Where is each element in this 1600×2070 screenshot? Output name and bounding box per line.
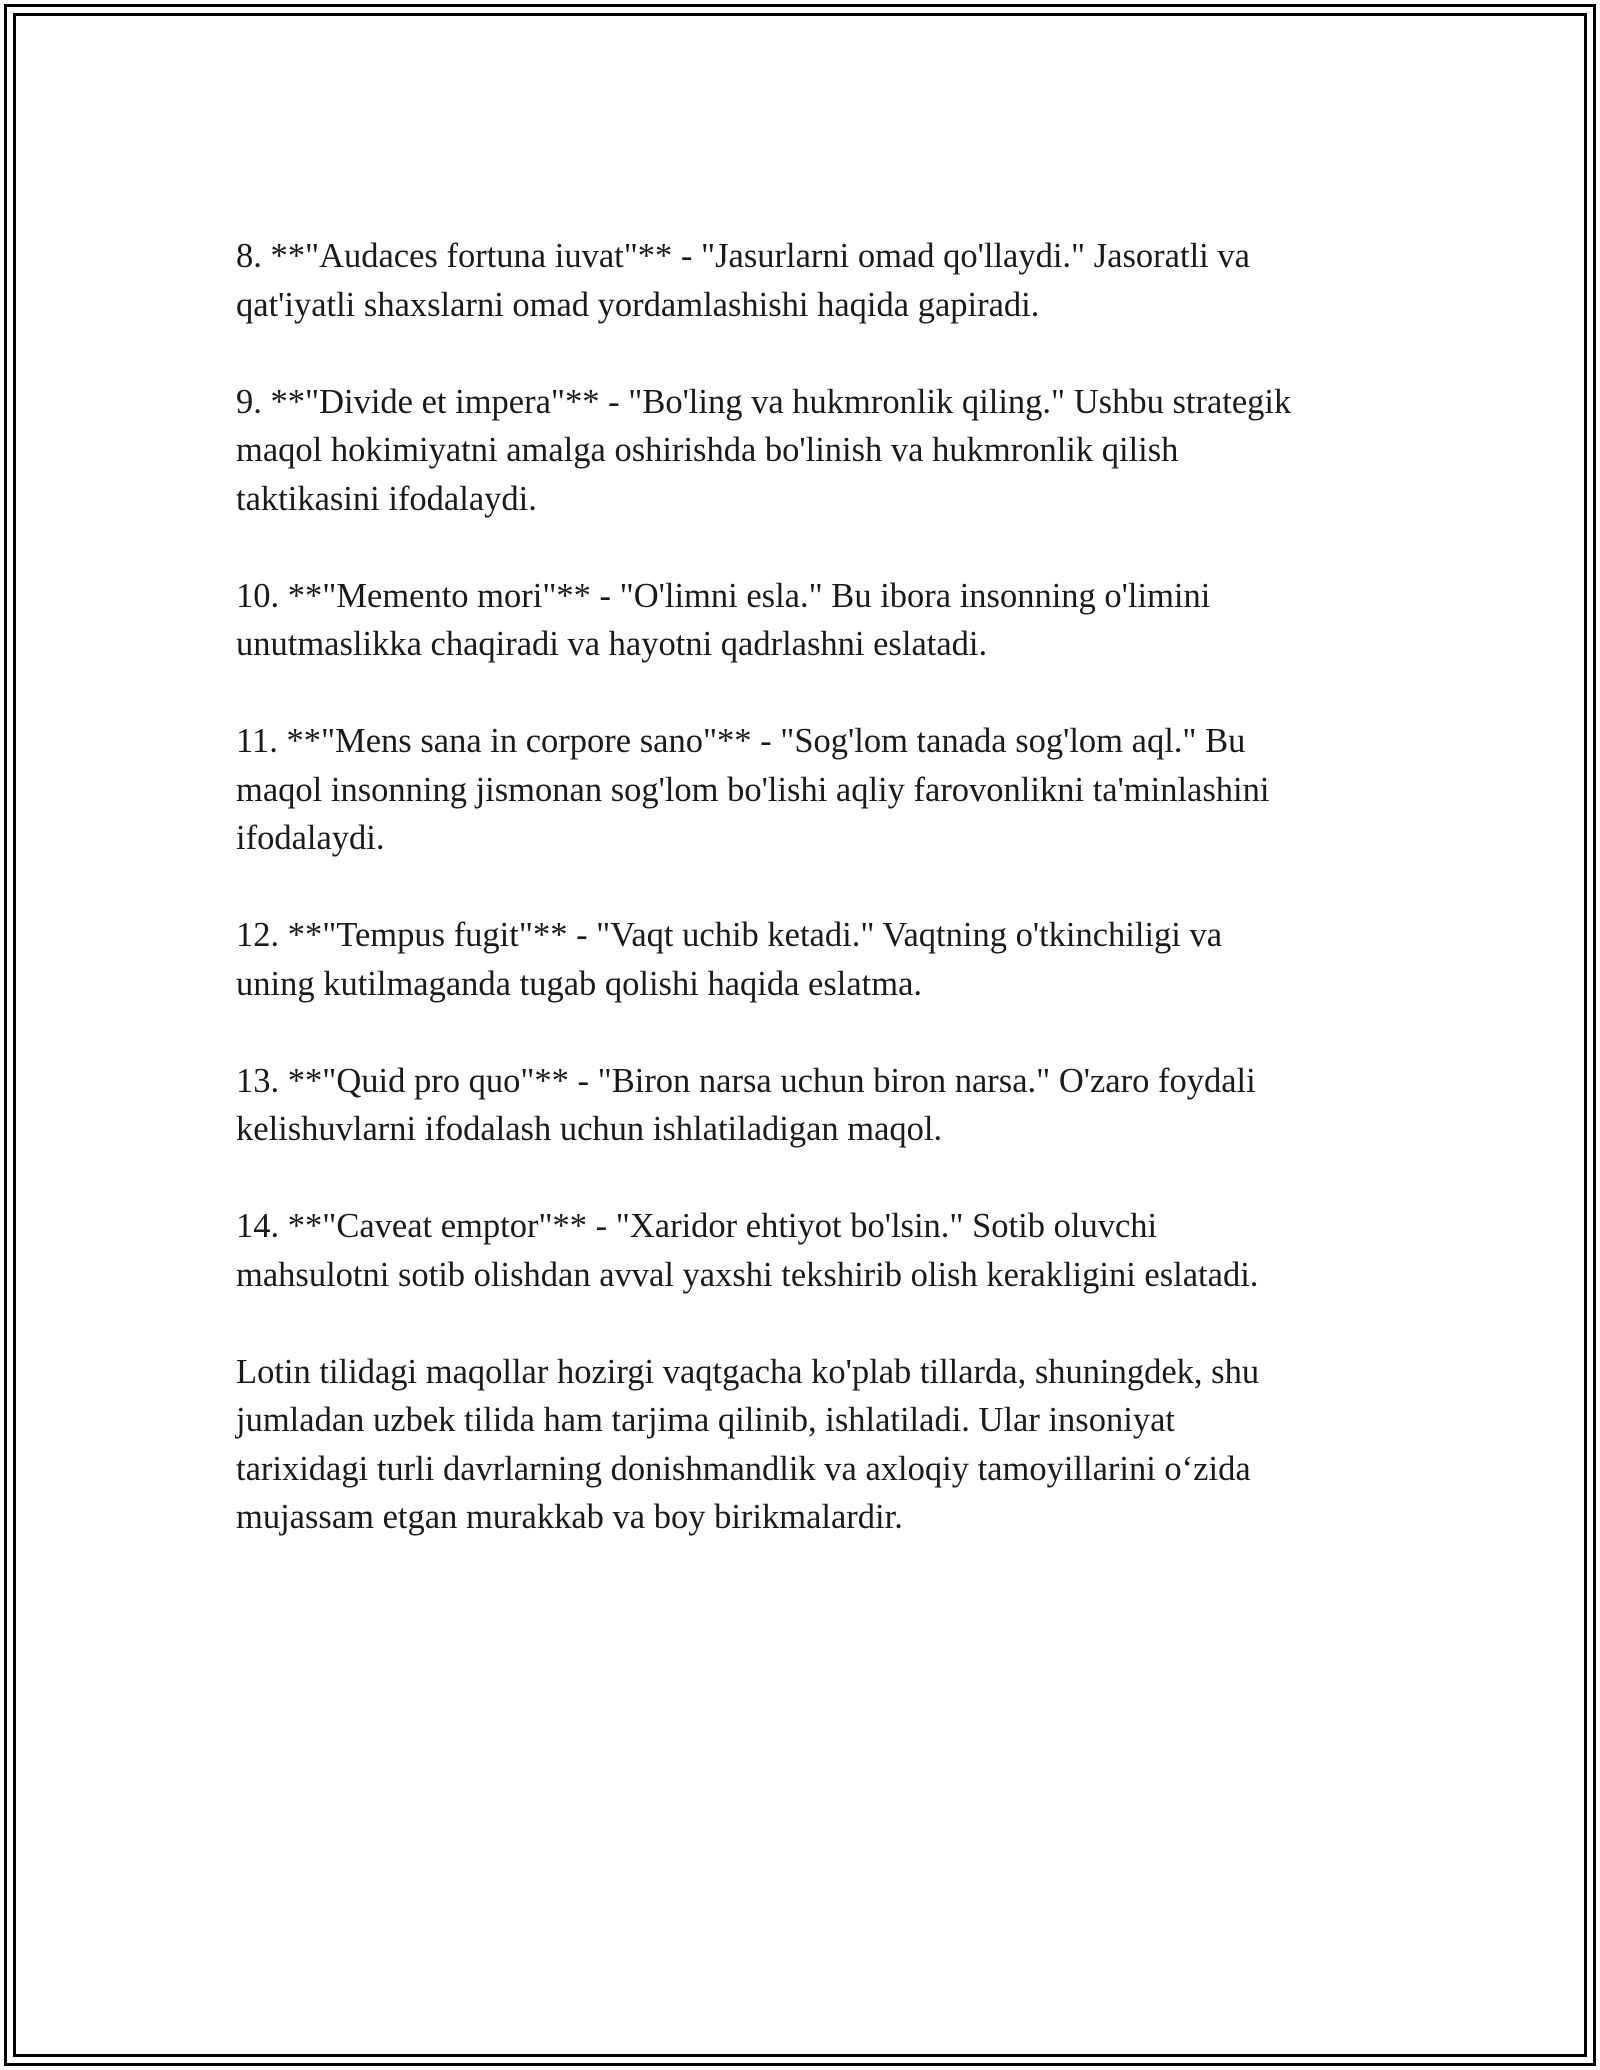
list-item-divide-et-impera: 9. **"Divide et impera"** - "Bo'ling va hukmronlik qiling." Ushbu strategik maqol hokimiyatni amalga oshirishda bo'linish va hukmronlik qilish taktikasini ifodalaydi. — [236, 382, 1292, 518]
list-item-mens-sana: 11. **"Mens sana in corpore sano"** - "Sog'lom tanada sog'lom aql." Bu maqol insonning jismonan sog'lom bo'lishi aqliy farovonlikni ta'minlashini ifodalaydi. — [236, 722, 1270, 857]
document-body — [236, 232, 1376, 1590]
list-item-tempus-fugit: 12. **"Tempus fugit"** - "Vaqt uchib ketadi." Vaqtning o'tkinchiligi va uning kutilmaganda tugab qolishi haqida eslatma. — [236, 916, 1223, 1003]
list-item-quid-pro-quo: 13. **"Quid pro quo"** - "Biron narsa uchun biron narsa." O'zaro foydali kelishuvlarni ifodalash uchun ishlatiladigan maqol. — [236, 1061, 1256, 1148]
list-item-memento-mori: 10. **"Memento mori"** - "O'limni esla." Bu ibora insonning o'limini unutmaslikka chaqiradi va hayotni qadrlashni eslatadi. — [236, 576, 1211, 663]
list-item-caveat-emptor: 14. **"Caveat emptor"** - "Xaridor ehtiyot bo'lsin." Sotib oluvchi mahsulotni sotib olishdan avval yaxshi tekshirib olish kerakligini eslatadi. — [236, 1207, 1259, 1294]
list-item-audaces-fortuna: 8. **"Audaces fortuna iuvat"** - "Jasurlarni omad qo'llaydi." Jasoratli va qat'iyatli shaxslarni omad yordamlashishi haqida gapiradi. — [236, 237, 1250, 324]
conclusion-paragraph: Lotin tilidagi maqollar hozirgi vaqtgacha ko'plab tillarda, shuningdek, shu jumladan uzbek tilida ham tarjima qilinib, ishlatiladi. Ular insoniyat tarixidagi turli davrlarning donishmandlik va axloqiy tamoyillarini o‘zida mujassam etgan murakkab va boy birikmalardir. — [236, 1352, 1260, 1536]
